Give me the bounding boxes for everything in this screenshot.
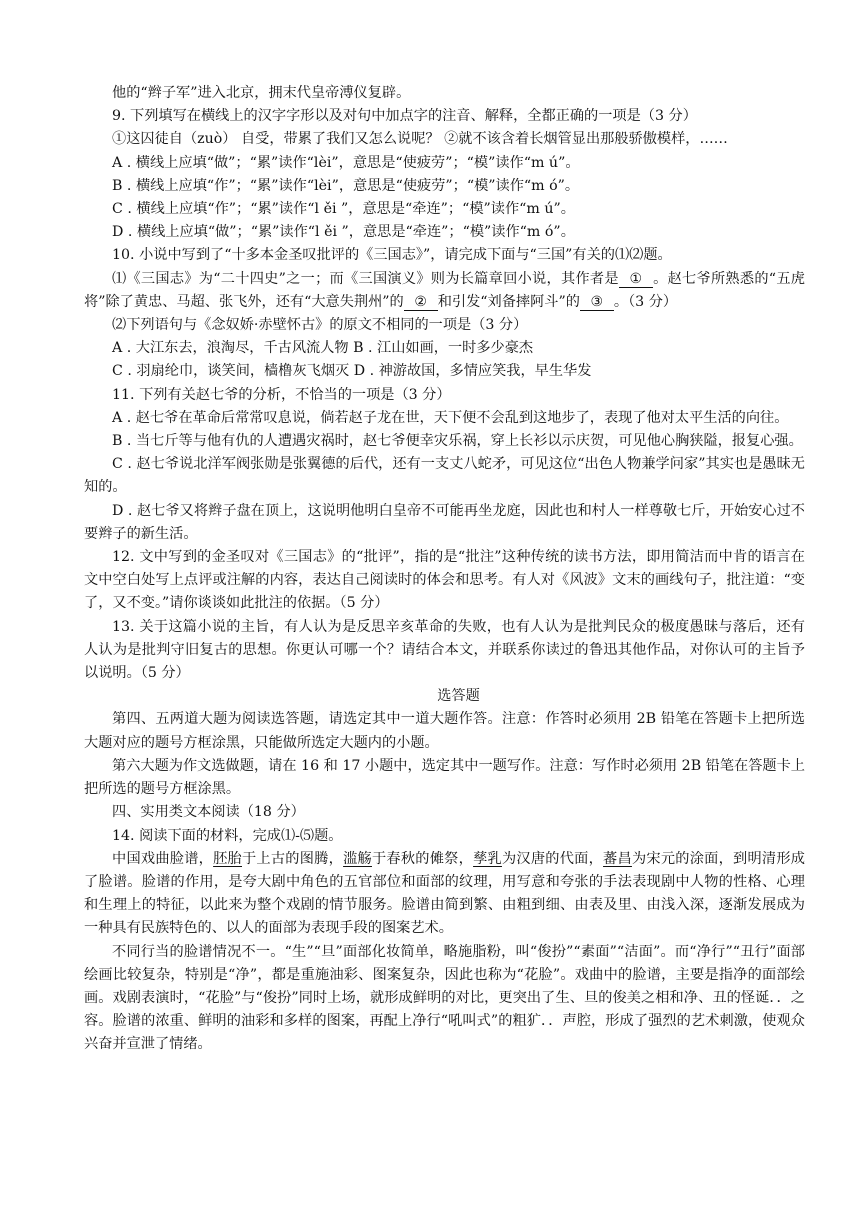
text-segment: 和引发“刘备摔阿斗”的 — [437, 293, 580, 310]
question-9-option-d: D . 横线上应填“做”；“累”读作“l ěi ”，意思是“牵连”；“模”读作“m ó”。 — [112, 224, 575, 241]
question-10-options-cd: C . 羽扇纶巾，谈笑间，樯橹灰飞烟灭 D . 神游故国，多情应笑我，早生华发 — [112, 363, 592, 380]
answer-blank-2: ② — [404, 294, 438, 311]
reading-paragraph-1 — [84, 848, 805, 941]
question-11-option-b: B . 当七斤等与他有仇的人遭遇灾祸时，赵七爷便幸灾乐祸，穿上长衫以示庆贺，可见他心胸狭隘，报复心强。 — [112, 433, 803, 450]
text-segment: 于春秋的傩祭， — [371, 850, 474, 867]
question-9-option-a: A . 横线上应填“做”；“累”读作“lèi”，意思是“使疲劳”；“模”读作“m ú”。 — [112, 154, 580, 171]
text-segment: 为汉唐的代面， — [501, 850, 604, 867]
question-12: 12. 文中写到的金圣叹对《三国志》的“批评”，指的是“批注”这种传统的读书方法，即用简洁而中肯的语言在文中空白处写上点评或注解的内容，表达自己阅读时的体会和思考。有人对《风波》文末的画线句子，批注道：“变了，又不变。”请你谈谈如此批注的依据。（5 分） — [84, 549, 805, 612]
question-10-part-2: ⑵下列语句与《念奴娇·赤壁怀古》的原文不相同的一项是（3 分） — [112, 317, 528, 334]
underlined-word: 孳乳 — [473, 850, 502, 867]
section-heading: 选答题 — [437, 688, 480, 705]
instructions-writing: 第六大题为作文选做题，请在 16 和 17 小题中，选定其中一题写作。注意：写作时必须用 2B 铅笔在答题卡上把所选的题号方框涂黑。 — [84, 757, 805, 798]
answer-blank-1: ① — [619, 271, 653, 288]
instructions-reading: 第四、五两道大题为阅读选答题，请选定其中一道大题作答。注意：作答时必须用 2B 铅笔在答题卡上把所选大题对应的题号方框涂黑，只能做所选定大题内的小题。 — [84, 711, 805, 751]
question-9-option-c: C . 横线上应填“作”；“累”读作“l ěi ”，意思是“牵连”；“模”读作“m ú”。 — [112, 201, 575, 218]
question-13: 13. 关于这篇小说的主旨，有人认为是反思辛亥革命的失败，也有人认为是批判民众的极度愚昧与落后，还有人认为是批判守旧复古的思想。你更认可哪一个？请结合本文，并联系你读过的鲁迅其他作品，对你认可的主旨予以说明。（5 分） — [84, 618, 805, 682]
text-segment: 。赵七爷所熟悉的“五虎将”除了黄忠、马超、张飞外，还有“大意失荆州”的 — [84, 270, 805, 310]
part-four-heading: 四、实用类文本阅读（18 分） — [112, 804, 305, 821]
text-segment: 于上古的图腾， — [241, 850, 344, 867]
question-11-option-d: D . 赵七爷又将辫子盘在顶上，这说明他明白皇帝不可能再坐龙庭，因此也和村人一样尊敬七斤，开始安心过不要辫子的新生活。 — [84, 502, 805, 542]
question-10: 10. 小说中写到了“十多本金圣叹批评的《三国志》”，请完成下面与“三国”有关的⑴⑵题。 — [112, 247, 672, 264]
underlined-word: 胚胎 — [213, 850, 242, 867]
question-9-sentences: ①这囚徒自（zuò） 自受，带累了我们又怎么说呢？ ②就不该含着长烟管显出那般骄傲模样，…… — [112, 131, 728, 148]
text-segment: 中国戏曲脸谱， — [112, 850, 214, 867]
question-11-option-c: C . 赵七爷说北洋军阀张勋是张翼德的后代，还有一支丈八蛇矛，可见这位“出色人物兼学问家”其实也是愚昧无知的。 — [84, 456, 805, 496]
question-9-option-b: B . 横线上应填“作”；“累”读作“lèi”，意思是“使疲劳”；“模”读作“m ó”。 — [112, 177, 580, 194]
text-segment: ⑴《三国志》为“二十四史”之一；而《三国演义》则为长篇章回小说，其作者是 — [112, 270, 619, 287]
question-14: 14. 阅读下面的材料，完成⑴-⑸题。 — [112, 827, 343, 844]
text-line: 他的“辫子军”进入北京，拥末代皇帝溥仪复辟。 — [112, 85, 411, 101]
text-segment: 。（3 分） — [613, 293, 678, 310]
text-segment: 为宋元的涂面，到明清形成了脸谱。脸谱的作用，是夸大剧中角色的五官部位和面部的纹理，用写意和夸张的手法表现剧中人物的性格、心理和生理上的特征，以此来为整个戏剧的情节服务。脸谱由简到繁、由粗到细、由表及里、由浅入深，逐渐发展成为一种具有民族特色的、以人的面部为表现手段的图案艺术。 — [84, 850, 805, 937]
reading-paragraph-2: 不同行当的脸谱情况不一。“生”“旦”面部化妆简单，略施脂粉，叫“俊扮”“素面”“洁面”。而“净行”“丑行”面部绘画比较复杂，特别是“净”，都是重施油彩、图案复杂，因此也称为“花脸”。戏曲中的脸谱，主要是指净的面部绘画。戏剧表演时，“花脸”与“俊扮”同时上场，就形成鲜明的对比，更突出了生、旦的俊美之相和净、丑的怪诞．．之容。脸谱的浓重、鲜明的油彩和多样的图案，再配上净行“吼叫式”的粗犷．．声腔，形成了强烈的艺术刺激，使观众兴奋并宣泄了情绪。 — [84, 943, 805, 1053]
question-11: 11. 下列有关赵七爷的分析，不恰当的一项是（3 分） — [112, 386, 451, 403]
question-9: 9. 下列填写在横线上的汉字字形以及对句中加点字的注音、解释，全都正确的一项是（3 分） — [112, 108, 697, 125]
underlined-word: 蕃昌 — [603, 850, 632, 867]
underlined-word: 滥觞 — [343, 850, 372, 867]
answer-blank-3: ③ — [580, 294, 614, 311]
question-10-part-1 — [84, 268, 805, 314]
question-11-option-a: A . 赵七爷在革命后常常叹息说，倘若赵子龙在世，天下便不会乱到这地步了，表现了他对太平生活的向往。 — [112, 409, 789, 426]
question-10-options-ab: A . 大江东去，浪淘尽，千古风流人物 B . 江山如画，一时多少豪杰 — [112, 340, 534, 357]
